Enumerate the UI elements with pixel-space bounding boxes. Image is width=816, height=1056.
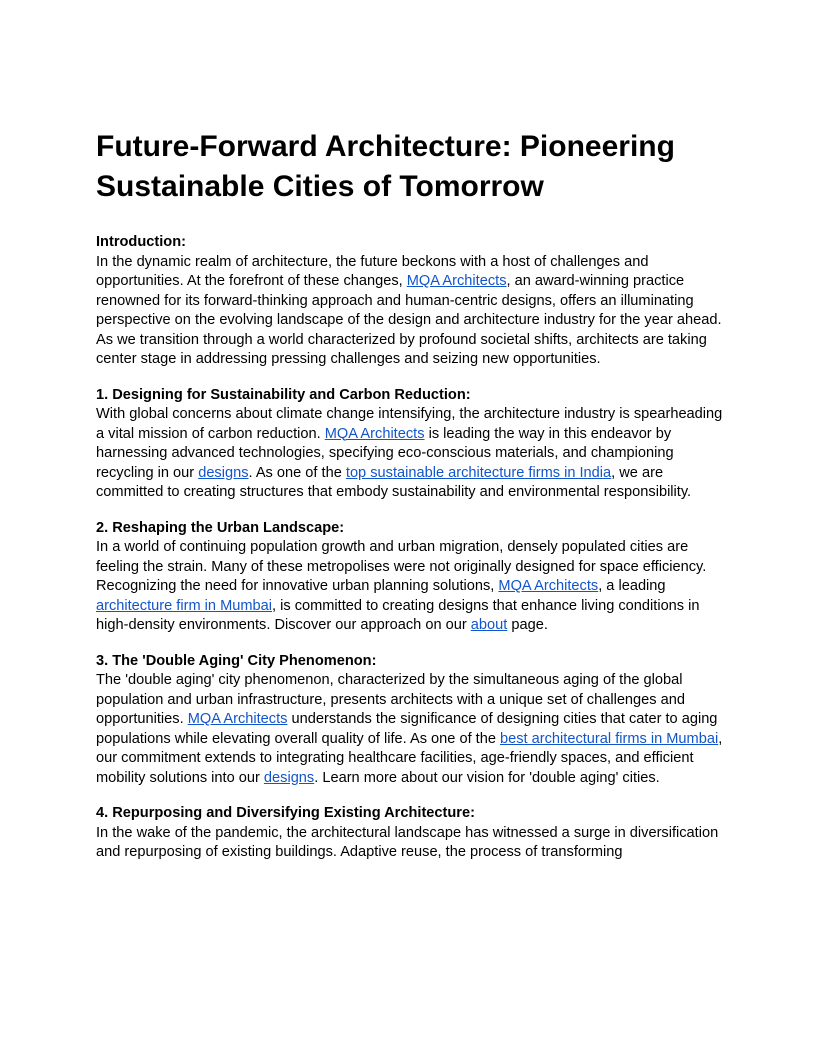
text-run: understands the significance of designing cities that cater to aging populations while elevating overall quality of life. As one of the	[96, 711, 718, 747]
text-run: page.	[507, 617, 548, 633]
text-run: , our commitment extends to integrating healthcare facilities, age-friendly spaces, and efficient mobility solutions into our	[96, 730, 723, 786]
link-mqa-architects[interactable]: MQA Architects	[406, 273, 507, 289]
section-4-paragraph	[96, 824, 726, 863]
text-run: In a world of continuing population growth and urban migration, densely populated cities are feeling the strain. Many of these metropolises were not originally designed for space efficiency. Recognizing the need for innovative urban planning solutions,	[96, 539, 707, 594]
section-1-paragraph	[96, 405, 726, 503]
intro-paragraph	[96, 253, 726, 370]
section-1-heading: 1. Designing for Sustainability and Carbon Reduction:	[96, 386, 471, 403]
link-architecture-firm-mumbai[interactable]: architecture firm in Mumbai	[96, 597, 272, 614]
section-2-paragraph	[96, 538, 726, 636]
link-best-architectural-firms-mumbai[interactable]: best architectural firms in Mumbai	[500, 730, 719, 747]
text-run: , we are committed to creating structures that embody sustainability and environmental responsibility.	[96, 464, 692, 500]
text-run: In the dynamic realm of architecture, the future beckons with a host of challenges and opportunities. At the forefront of these changes,	[96, 253, 649, 289]
text-run: is leading the way in this endeavor by harnessing advanced technologies, specifying eco-conscious materials, and championing recycling in our	[96, 425, 674, 481]
intro-heading: Introduction:	[96, 234, 186, 250]
link-mqa-architects[interactable]: MQA Architects	[498, 578, 599, 594]
document-page	[96, 127, 726, 863]
text-run: . Learn more about our vision for 'double aging' cities.	[314, 769, 660, 786]
section-4-heading: 4. Repurposing and Diversifying Existing Architecture:	[96, 805, 475, 821]
section-3-heading: 3. The 'Double Aging' City Phenomenon:	[96, 652, 377, 669]
text-run: With global concerns about climate change intensifying, the architecture industry is spearheading a vital mission of carbon reduction.	[96, 406, 723, 442]
section-2-heading: 2. Reshaping the Urban Landscape:	[96, 519, 345, 536]
link-mqa-architects[interactable]: MQA Architects	[187, 711, 288, 727]
document-title: Future-Forward Architecture: Pioneering Sustainable Cities of Tomorrow	[96, 130, 675, 203]
link-designs[interactable]: designs	[263, 769, 315, 786]
link-about[interactable]: about	[470, 617, 508, 633]
link-mqa-architects[interactable]: MQA Architects	[324, 425, 425, 442]
text-run: , a leading	[598, 578, 666, 594]
text-run: . As one of the	[248, 464, 346, 481]
link-top-sustainable-firms[interactable]: top sustainable architecture firms in India	[345, 464, 612, 481]
text-run: , is committed to creating designs that enhance living conditions in high-density environments. Discover our approach on our	[96, 597, 700, 633]
text-run: The 'double aging' city phenomenon, characterized by the simultaneous aging of the global population and urban infrastructure, presents architects with a unique set of challenges and opportunities.	[96, 672, 685, 727]
section-3-paragraph	[96, 671, 726, 788]
text-run: , an award-winning practice renowned for its forward-thinking approach and human-centric designs, offers an illuminating perspective on the evolving landscape of the design and architecture industry for the year ahead. As we transition through a world characterized by profound societal shifts, architects are taking center stage in addressing pressing challenges and seizing new opportunities.	[96, 273, 722, 367]
text-run: In the wake of the pandemic, the architectural landscape has witnessed a surge in diversification and repurposing of existing buildings. Adaptive reuse, the process of transforming	[96, 824, 719, 860]
link-designs[interactable]: designs	[198, 464, 249, 481]
